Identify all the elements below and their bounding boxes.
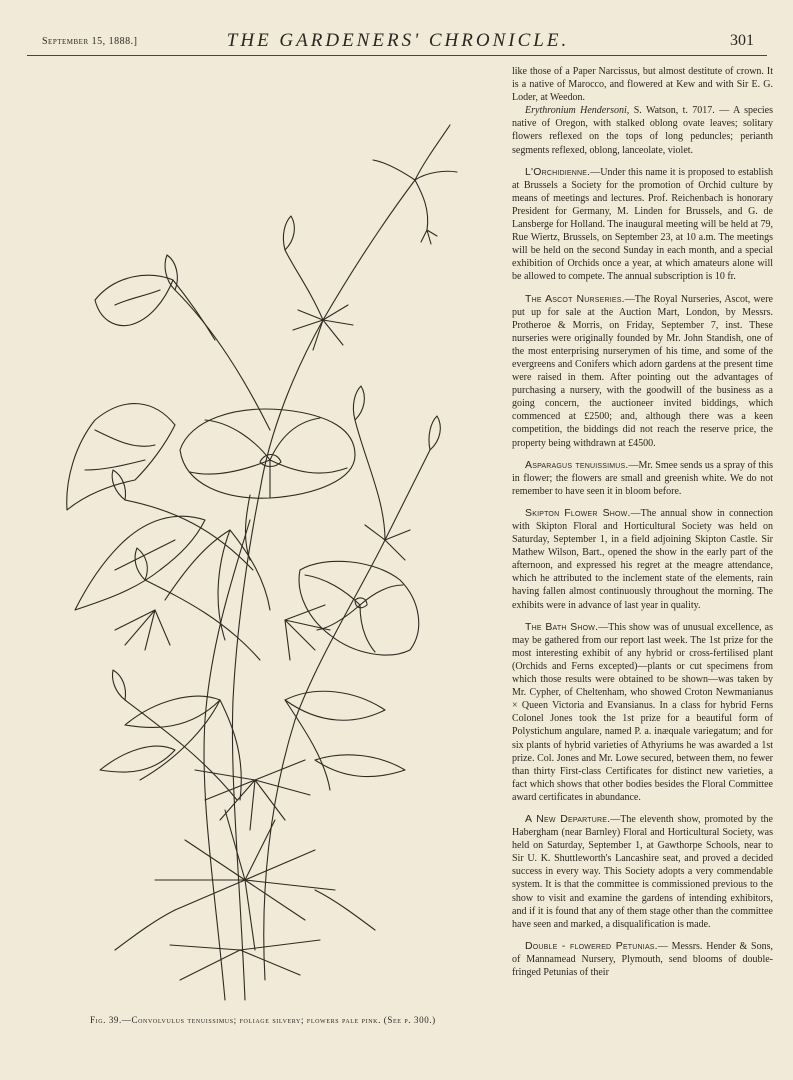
article-body: —The eleventh show, promoted by the Habergham (near Barnley) Floral and Horticultural Society, was held on Saturday, September 1, at Gawthorpe Schools, near to Sir U. K. Shuttleworth's Lancashire seat, and proved a decided success in every way. This Society adopts a very commendable system. It is that the committee is commissioned previous to the show to visit and examine the gardens of intending exhibitors, and if it is found that any of them stage other than the committee have seen and marked, a disqualification is made. (512, 813, 773, 930)
convolvulus-illustration (55, 100, 465, 1010)
page-header (42, 30, 754, 56)
article-title: Double - flowered Petunias. (525, 939, 658, 952)
text-column (512, 65, 773, 979)
article-petunias (512, 940, 773, 979)
article-orchidienne (512, 166, 773, 284)
article-ascot-nurseries (512, 293, 773, 450)
article-body: —This show was of unusual excellence, as may be gathered from our report last week. The 1st prize for the most interesting exhibit of any hybrid or cross-fertilised plant (Orchids and Ferns excepted)—plants or cut specimens from which those results were obtained to be shown—was taken by Mr. Cypher, of Cheltenham, who showed Croton Newmanianus × Queen Victoria and Evansianus. In a class for hybrid Ferns Colonel Jones took the 1st prize for a beautiful form of Polystichum angulare, named P. a. inæquale variegatum; and for six plants of hybrid varieties of Athyriums he was awarded a 1st prize. Col. Jones and Mr. Lowe secured, between them, no fewer than thirty First-class Certificates for distinct new varieties, a fact which shows that other bodies besides the Floral Committee award certificates in abundance. (512, 621, 773, 803)
header-rule (27, 55, 767, 56)
erythronium-text: , S. Watson, t. 7017. — A species native of Oregon, with stalked oblong ovate leaves; solitary flowers reflexed on the tops of long peduncles; perianth segments reflexed, oblong, lanceolate, violet. (512, 105, 773, 156)
article-title: The Ascot Nurseries. (525, 292, 625, 305)
erythronium-paragraph (512, 104, 773, 156)
article-body: —The Royal Nurseries, Ascot, were put up for sale at the Auction Mart, London, by Messrs. Protheroe & Morris, on Friday, September 7, inst. These nurseries were originally founded by Mr. John Standish, one of the most enterprising nurserymen of his time, and some of the evergreens and Conifers which adorn gardens at the present time were raised in them. After pointing out the advantages of purchasing a nursery, with the goodwill of the business as a going concern, the auctioneer invited biddings, which commenced at £2500; and, although there was a keen competition, the biddings did not reach the reserve price, the property being withdrawn at £4500. (512, 293, 773, 449)
header-date: September 15, 1888.] (42, 36, 138, 47)
article-title: A New Departure. (525, 812, 611, 825)
figure-caption: Fig. 39.—Convolvulus tenuissimus; foliage silvery; flowers pale pink. (See p. 300.) (90, 1015, 436, 1025)
article-title: The Bath Show. (525, 620, 599, 633)
intro-paragraph: like those of a Paper Narcissus, but almost destitute of crown. It is a native of Marocco, and flowered at Kew and with Sir E. G. Loder, at Weedon. (512, 66, 773, 104)
article-bath-show (512, 621, 773, 804)
article-body: — Messrs. Hender & Sons, of Mannamead Nursery, Plymouth, send blooms of double-fringed Petunias of their (512, 940, 773, 978)
article-body: —Mr. Smee sends us a spray of this in flower; the flowers are small and greenish white. We do not remember to have seen it in bloom before. (512, 459, 773, 497)
article-new-departure (512, 813, 773, 931)
article-asparagus (512, 459, 773, 498)
journal-title: THE GARDENERS' CHRONICLE. (226, 30, 570, 51)
article-title: L'Orchidienne. (525, 165, 591, 178)
article-body: —The annual show in connection with Skipton Floral and Horticultural Society was held on Saturday, September 1, in a field adjoining Skipton Castle. Sir Mathew Wilson, Bart., opened the show in the early part of the afternoon, and expressed his regret at the meagre attendance, which he attributed to the inclement state of the elements, rain having fallen almost continuously throughout the morning. The exhibits were in advance of last year in quality. (512, 507, 774, 611)
erythronium-name: Erythronium Hendersoni (525, 105, 627, 117)
article-body: —Under this name it is proposed to establish at Brussels a Society for the promotion of Orchid culture by means of meetings and lectures. Prof. Reichenbach is honorary President for Germany, M. Linden for Brussels, and G. de Lansberge for Holland. The inaugural meeting will be held at 79, Rue Wiertz, Brussels, on September 23, at 10 a.m. The meetings will be held on the second Sunday in each month, and a special exhibition of Orchids once a year, at which amateurs alone will be allowed to compete. The annual subscription is 10 fr. (512, 166, 773, 283)
article-title: Skipton Flower Show. (525, 506, 631, 519)
article-skipton (512, 507, 773, 612)
article-title: Asparagus tenuissimus. (525, 458, 629, 471)
page-number: 301 (730, 32, 754, 49)
